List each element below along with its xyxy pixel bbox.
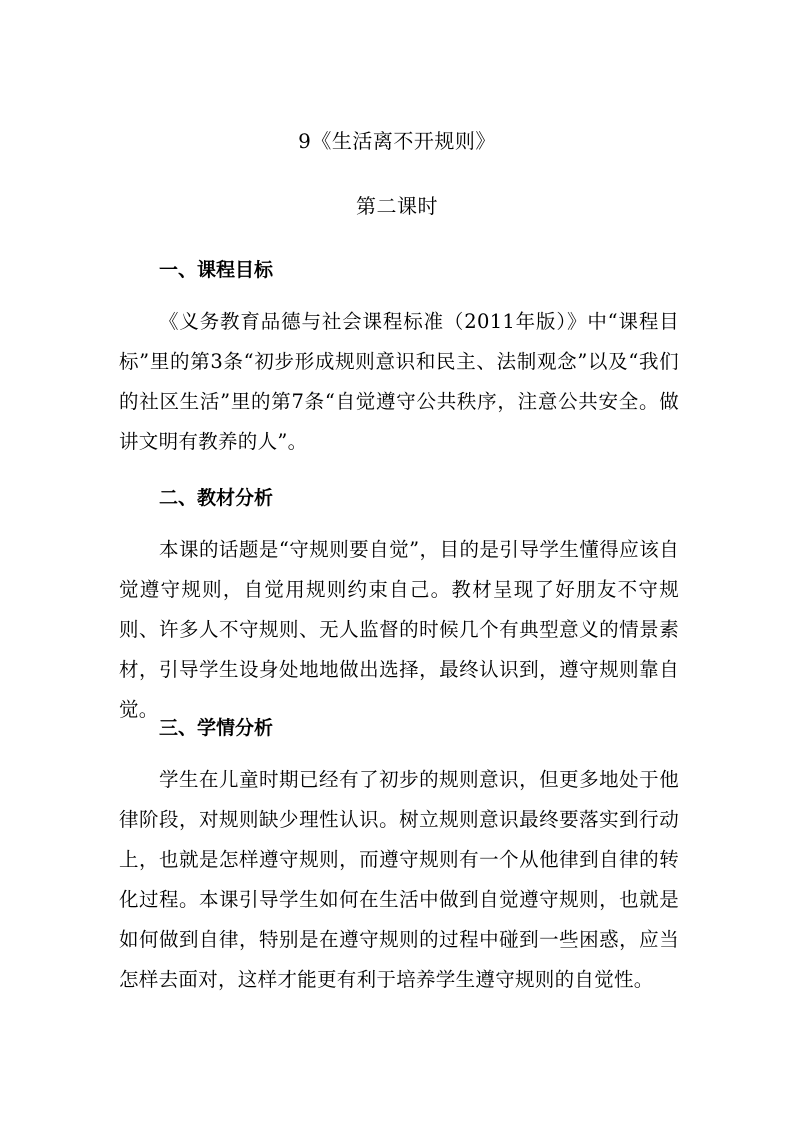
section-paragraph-learner-analysis: 学生在儿童时期已经有了初步的规则意识，但更多地处于他律阶段，对规则缺少理性认识。树立规则意识最终要落实到行动上，也就是怎样遵守规则，而遵守规则有一个从他律到自律的转化过程。本课引导学生如何在生活中做到自觉遵守规则，也就是如何做到自律，特别是在遵守规则的过程中碰到一些困惑，应当怎样去面对，这样才能更有利于培养学生遵守规则的自觉性。 xyxy=(119,768,679,991)
section-heading-course-goals: 一、课程目标 xyxy=(159,259,274,281)
document-title: 9《生活离不开规则》 xyxy=(298,129,496,153)
section-paragraph-textbook-analysis: 本课的话题是“守规则要自觉”，目的是引导学生懂得应该自觉遵守规则，自觉用规则约束自己。教材呈现了好朋友不守规则、许多人不守规则、无人监督的时候几个有典型意义的情景素材，引导学生设身处地地做出选择，最终认识到，遵守规则靠自觉。 xyxy=(119,538,679,721)
section-heading-learner-analysis: 三、学情分析 xyxy=(159,717,274,739)
section-paragraph-course-goals: 《义务教育品德与社会课程标准（2011年版）》中“课程目标”里的第3条“初步形成规则意识和民主、法制观念”以及“我们的社区生活”里的第7条“自觉遵守公共秩序，注意公共安全。做讲文明有教养的人”。 xyxy=(119,310,679,453)
section-heading-textbook-analysis: 二、教材分析 xyxy=(159,487,274,509)
lesson-period-subtitle: 第二课时 xyxy=(356,194,438,218)
